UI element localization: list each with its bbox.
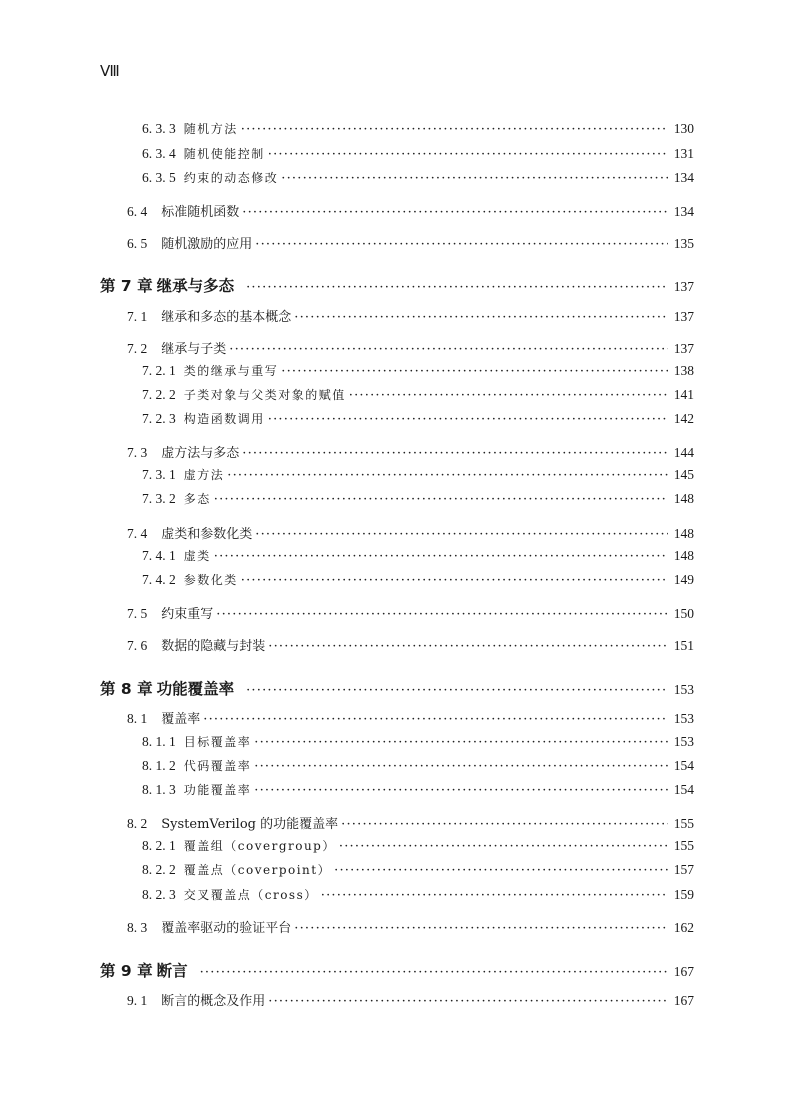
dot-leader — [214, 492, 668, 507]
toc-subsection-entry[interactable] — [142, 886, 694, 908]
toc-entry-number: 8. 2. 3 — [142, 887, 176, 902]
toc-subsection-entry[interactable] — [142, 490, 694, 512]
toc-entry-title: 虚方法 — [183, 468, 225, 482]
toc-entry-number: 7. 5 — [127, 606, 148, 621]
dot-leader — [203, 712, 667, 727]
toc-section-entry[interactable] — [127, 603, 694, 625]
toc-entry-page: 167 — [673, 964, 694, 979]
toc-entry-number: 7. 4 — [127, 526, 148, 541]
toc-entry-title: SystemVerilog 的功能覆盖率 — [161, 817, 339, 832]
toc-chapter-entry[interactable] — [100, 274, 694, 300]
toc-entry-page: 144 — [673, 445, 694, 460]
dot-leader — [294, 310, 667, 325]
toc-entry-number: 8. 2. 1 — [142, 838, 176, 853]
dot-leader — [241, 573, 668, 588]
toc-entry-page: 154 — [673, 758, 694, 773]
toc-section-entry[interactable] — [127, 813, 694, 835]
dot-leader — [281, 171, 667, 186]
toc-entry-title: 多态 — [183, 492, 211, 506]
toc-entry-number: 7. 2 — [127, 341, 148, 356]
toc-entry-title: 随机使能控制 — [183, 147, 265, 161]
toc-entry-page: 138 — [673, 363, 694, 378]
toc-entry-page: 159 — [673, 887, 694, 902]
toc-section-entry[interactable] — [127, 306, 694, 328]
toc-entry-title: 虚类 — [183, 549, 211, 563]
dot-leader — [241, 122, 668, 137]
dot-leader — [214, 549, 668, 564]
toc-section-entry[interactable] — [127, 338, 694, 360]
toc-entry-page: 153 — [673, 711, 694, 726]
toc-entry-title: 虚类和参数化类 — [161, 527, 253, 542]
toc-subsection-entry[interactable] — [142, 837, 694, 859]
toc-entry-title: 目标覆盖率 — [183, 735, 252, 749]
toc-section-entry[interactable] — [127, 708, 694, 730]
toc-entry-page: 141 — [673, 387, 694, 402]
toc-section-entry[interactable] — [127, 442, 694, 464]
dot-leader — [268, 639, 667, 654]
dot-leader — [321, 888, 668, 903]
toc-chapter-entry[interactable] — [100, 959, 694, 985]
toc-entry-number: 第 8 章 — [100, 680, 153, 698]
toc-subsection-entry[interactable] — [142, 571, 694, 593]
toc-entry-page: 157 — [673, 862, 694, 877]
toc-entry-title: 覆盖点（coverpoint） — [183, 863, 332, 877]
toc-entry-title: 参数化类 — [183, 573, 238, 587]
toc-entry-number: 9. 1 — [127, 993, 148, 1008]
toc-entry-number: 7. 6 — [127, 638, 148, 653]
toc-entry-title: 继承与子类 — [161, 342, 227, 357]
dot-leader — [254, 783, 667, 798]
dot-leader — [268, 147, 668, 162]
toc-entry-number: 7. 4. 1 — [142, 548, 176, 563]
toc-entry-title: 覆盖率 — [161, 712, 201, 727]
toc-section-entry[interactable] — [127, 201, 694, 223]
dot-leader — [254, 735, 667, 750]
dot-leader — [268, 412, 668, 427]
dot-leader — [242, 446, 667, 461]
toc-entry-page: 148 — [673, 491, 694, 506]
dot-leader — [294, 921, 667, 936]
dot-leader — [281, 364, 667, 379]
toc-entry-title: 断言 — [156, 962, 188, 980]
toc-entry-page: 137 — [673, 279, 694, 294]
dot-leader — [242, 205, 667, 220]
toc-subsection-entry[interactable] — [142, 733, 694, 755]
toc-entry-title: 约束重写 — [161, 607, 214, 622]
toc-entry-title: 类的继承与重写 — [183, 364, 279, 378]
toc-section-entry[interactable] — [127, 523, 694, 545]
toc-entry-page: 153 — [673, 734, 694, 749]
toc-entry-number: 7. 3. 2 — [142, 491, 176, 506]
toc-entry-page: 134 — [673, 170, 694, 185]
dot-leader — [216, 607, 667, 622]
toc-subsection-entry[interactable] — [142, 861, 694, 883]
toc-entry-number: 6. 4 — [127, 204, 148, 219]
toc-entry-title: 交叉覆盖点（cross） — [183, 888, 318, 902]
toc-entry-number: 8. 2 — [127, 816, 148, 831]
dot-leader — [339, 839, 668, 854]
toc-entry-page: 167 — [673, 993, 694, 1008]
toc-entry-page: 145 — [673, 467, 694, 482]
dot-leader — [334, 863, 668, 878]
toc-entry-title: 覆盖组（covergroup） — [183, 839, 336, 853]
toc-entry-number: 7. 2. 3 — [142, 411, 176, 426]
toc-entry-page: 148 — [673, 526, 694, 541]
dot-leader — [227, 468, 667, 483]
dot-leader — [268, 994, 667, 1009]
toc-entry-title: 功能覆盖率 — [156, 680, 235, 698]
dot-leader — [255, 237, 667, 252]
dot-leader — [229, 342, 667, 357]
toc-subsection-entry[interactable] — [142, 547, 694, 569]
toc-entry-number: 8. 1. 3 — [142, 782, 176, 797]
toc-entry-number: 8. 2. 2 — [142, 862, 176, 877]
toc-subsection-entry[interactable] — [142, 466, 694, 488]
toc-subsection-entry[interactable] — [142, 386, 694, 408]
toc-entry-page: 153 — [673, 682, 694, 697]
toc-entry-number: 8. 1. 2 — [142, 758, 176, 773]
toc-entry-title: 约束的动态修改 — [183, 171, 279, 185]
toc-subsection-entry[interactable] — [142, 120, 694, 142]
dot-leader — [341, 817, 668, 832]
toc-entry-title: 随机激励的应用 — [161, 237, 253, 252]
dot-leader — [246, 683, 668, 698]
toc-entry-title: 虚方法与多态 — [161, 446, 240, 461]
toc-entry-number: 6. 3. 5 — [142, 170, 176, 185]
toc-section-entry[interactable] — [127, 990, 694, 1012]
toc-entry-page: 131 — [673, 146, 694, 161]
toc-entry-page: 130 — [673, 121, 694, 136]
toc-chapter-entry[interactable] — [100, 677, 694, 703]
toc-entry-page: 148 — [673, 548, 694, 563]
toc-entry-number: 8. 1 — [127, 711, 148, 726]
toc-entry-page: 155 — [673, 838, 694, 853]
toc-entry-title: 断言的概念及作用 — [161, 994, 266, 1009]
toc-entry-number: 7. 3 — [127, 445, 148, 460]
page-number: Ⅷ — [100, 64, 119, 80]
toc-entry-page: 149 — [673, 572, 694, 587]
toc-entry-title: 继承和多态的基本概念 — [161, 310, 292, 325]
toc-section-entry[interactable] — [127, 917, 694, 939]
toc-entry-page: 137 — [673, 309, 694, 324]
toc-entry-number: 7. 3. 1 — [142, 467, 176, 482]
toc-entry-title: 功能覆盖率 — [183, 783, 252, 797]
toc-entry-page: 135 — [673, 236, 694, 251]
toc-entry-page: 155 — [673, 816, 694, 831]
toc-subsection-entry[interactable] — [142, 410, 694, 432]
toc-subsection-entry[interactable] — [142, 145, 694, 167]
dot-leader — [254, 759, 667, 774]
toc-entry-page: 134 — [673, 204, 694, 219]
dot-leader — [246, 280, 668, 295]
toc-entry-number: 第 7 章 — [100, 277, 153, 295]
toc-subsection-entry[interactable] — [142, 781, 694, 803]
dot-leader — [349, 388, 668, 403]
toc-entry-title: 标准随机函数 — [161, 205, 240, 220]
toc-entry-number: 7. 2. 2 — [142, 387, 176, 402]
toc-entry-title: 覆盖率驱动的验证平台 — [161, 921, 292, 936]
toc-entry-number: 7. 4. 2 — [142, 572, 176, 587]
toc-entry-title: 继承与多态 — [156, 277, 235, 295]
toc-entry-page: 150 — [673, 606, 694, 621]
toc-entry-number: 第 9 章 — [100, 962, 153, 980]
toc-entry-page: 151 — [673, 638, 694, 653]
toc-section-entry[interactable] — [127, 635, 694, 657]
dot-leader — [200, 965, 668, 980]
toc-entry-number: 8. 3 — [127, 920, 148, 935]
toc-entry-number: 6. 3. 4 — [142, 146, 176, 161]
toc-entry-page: 154 — [673, 782, 694, 797]
toc-entry-number: 6. 3. 3 — [142, 121, 176, 136]
toc-entry-number: 8. 1. 1 — [142, 734, 176, 749]
toc-entry-page: 137 — [673, 341, 694, 356]
toc-subsection-entry[interactable] — [142, 169, 694, 191]
toc-entry-title: 构造函数调用 — [183, 412, 265, 426]
toc-entry-number: 7. 1 — [127, 309, 148, 324]
toc-subsection-entry[interactable] — [142, 362, 694, 384]
toc-entry-title: 代码覆盖率 — [183, 759, 252, 773]
toc-entry-title: 数据的隐藏与封装 — [161, 639, 266, 654]
toc-entry-page: 162 — [673, 920, 694, 935]
dot-leader — [255, 527, 667, 542]
toc-entry-title: 子类对象与父类对象的赋值 — [183, 388, 346, 402]
toc-entry-title: 随机方法 — [183, 122, 238, 136]
toc-entry-number: 6. 5 — [127, 236, 148, 251]
toc-subsection-entry[interactable] — [142, 757, 694, 779]
toc-section-entry[interactable] — [127, 233, 694, 255]
toc-entry-number: 7. 2. 1 — [142, 363, 176, 378]
toc-entry-page: 142 — [673, 411, 694, 426]
